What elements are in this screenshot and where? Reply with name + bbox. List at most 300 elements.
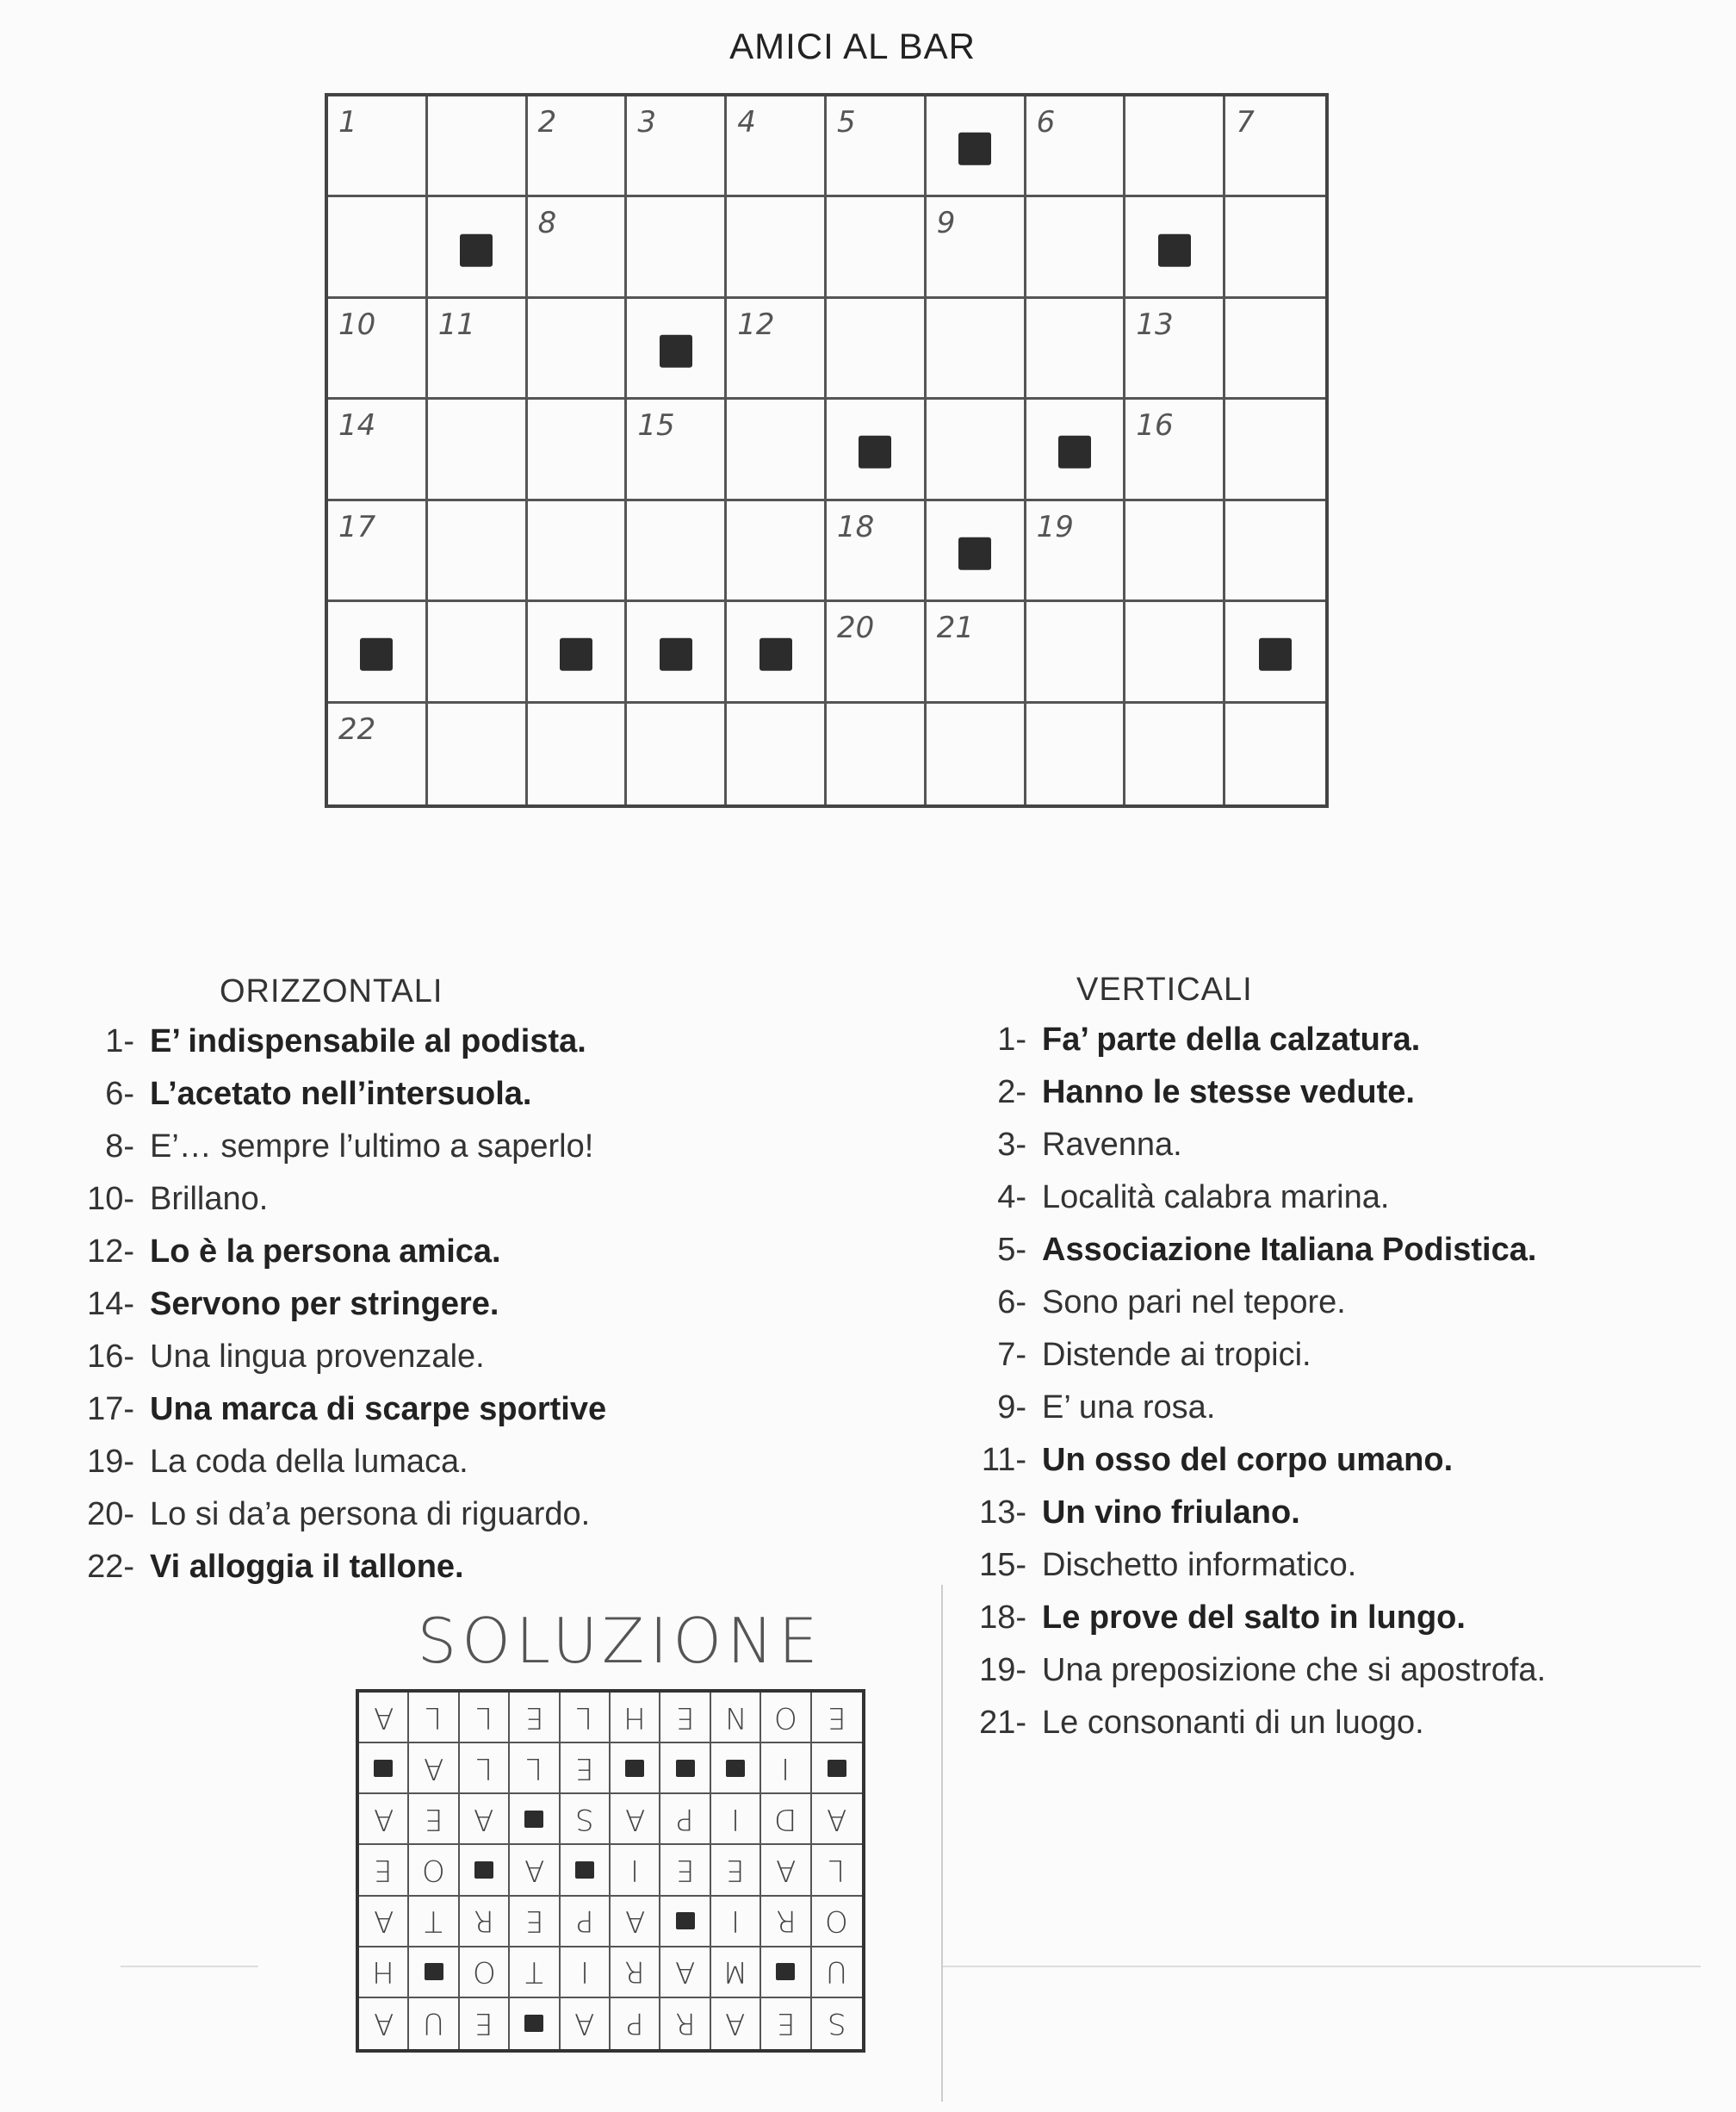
grid-cell[interactable]	[927, 197, 1026, 298]
clue-item	[963, 1022, 1420, 1059]
clue-number: 14	[338, 408, 376, 444]
grid-cell[interactable]	[1125, 96, 1225, 197]
solution-cell	[510, 1794, 560, 1845]
solution-cell	[660, 1897, 710, 1947]
clue-item	[76, 1076, 531, 1113]
black-square	[958, 133, 991, 165]
grid-cell[interactable]	[1026, 197, 1126, 298]
solution-letter: E	[575, 1750, 594, 1786]
clue-item	[963, 1284, 1346, 1321]
grid-cell[interactable]	[727, 197, 827, 298]
solution-cell	[761, 1897, 811, 1947]
grid-cell[interactable]	[528, 704, 628, 804]
solution-cell	[510, 1845, 560, 1896]
solution-cell	[460, 1998, 510, 2049]
solution-letter: A	[373, 1904, 394, 1939]
clue-number: 1-	[105, 1023, 134, 1059]
clue-number: 6-	[105, 1076, 134, 1112]
clue-number: 6	[1036, 105, 1056, 140]
solution-letter: I	[730, 1904, 740, 1939]
clue-item	[963, 1652, 1546, 1689]
solution-letter: S	[575, 1801, 594, 1836]
clue-number: 21-	[979, 1705, 1026, 1741]
clue-text: Una preposizione che si apostrofa.	[1042, 1652, 1547, 1688]
grid-cell[interactable]	[1225, 501, 1325, 602]
grid-cell[interactable]	[627, 197, 727, 298]
solution-cell	[812, 1794, 862, 1845]
grid-cell[interactable]	[1026, 704, 1126, 804]
solution-letter: A	[775, 1852, 797, 1887]
clue-text: E’ una rosa.	[1042, 1389, 1216, 1426]
solution-cell	[660, 1794, 710, 1845]
grid-cell[interactable]	[428, 96, 528, 197]
clue-item	[76, 1339, 485, 1376]
clue-item	[963, 1389, 1215, 1426]
solution-letter: P	[625, 2006, 644, 2041]
grid-cell[interactable]	[727, 96, 827, 197]
solution-letter: R	[674, 2006, 696, 2041]
solution-cell	[761, 1794, 811, 1845]
solution-cell	[660, 1743, 710, 1794]
grid-cell[interactable]	[727, 704, 827, 804]
clue-number: 9-	[997, 1389, 1026, 1426]
solution-letter: E	[524, 1699, 544, 1735]
black-square	[575, 1861, 594, 1879]
solution-cell	[660, 1998, 710, 2049]
black-square	[460, 233, 493, 266]
grid-cell[interactable]	[328, 299, 428, 400]
solution-letter: L	[525, 1750, 542, 1786]
grid-cell[interactable]	[1026, 299, 1126, 400]
clue-number: 7-	[997, 1337, 1026, 1373]
grid-cell[interactable]	[428, 602, 528, 703]
clue-number: 21	[936, 611, 975, 646]
clue-number: 19-	[87, 1444, 134, 1480]
solution-letter: A	[524, 1852, 545, 1887]
grid-cell[interactable]	[927, 299, 1026, 400]
grid-cell[interactable]	[727, 501, 827, 602]
grid-cell-black	[827, 400, 927, 500]
clue-text: Un osso del corpo umano.	[1042, 1442, 1454, 1478]
solution-letter: A	[373, 2006, 394, 2041]
clue-text: Fa’ parte della calzatura.	[1042, 1022, 1421, 1058]
grid-cell-black	[927, 501, 1026, 602]
grid-cell[interactable]	[1026, 501, 1126, 602]
solution-cell	[510, 1897, 560, 1947]
clue-number: 6-	[997, 1284, 1026, 1320]
grid-cell-black	[927, 96, 1026, 197]
clue-item	[76, 1023, 586, 1060]
solution-letter: O	[825, 1904, 849, 1939]
clue-number: 17	[338, 509, 376, 544]
solution-cell	[561, 1693, 611, 1743]
clue-item	[963, 1127, 1182, 1164]
solution-letter: U	[826, 1954, 848, 1990]
black-square	[958, 537, 991, 570]
solution-cell	[409, 1794, 459, 1845]
clue-number: 17-	[87, 1391, 134, 1427]
grid-cell[interactable]	[627, 400, 727, 500]
solution-cell	[561, 1794, 611, 1845]
solution-letter: E	[524, 1904, 544, 1939]
solution-letter: O	[774, 1699, 797, 1735]
grid-cell[interactable]	[528, 299, 628, 400]
solution-letter: I	[730, 1801, 740, 1836]
solution-letter: O	[422, 1852, 445, 1887]
clue-item	[76, 1444, 468, 1481]
black-square	[676, 1760, 695, 1777]
solution-cell	[660, 1845, 710, 1896]
clue-number: 11-	[981, 1442, 1026, 1478]
grid-cell[interactable]	[428, 501, 528, 602]
grid-cell[interactable]	[1026, 96, 1126, 197]
solution-letter: L	[475, 1750, 493, 1786]
solution-letter: T	[425, 1904, 443, 1939]
grid-cell[interactable]	[627, 704, 727, 804]
solution-cell	[711, 1693, 761, 1743]
black-square	[776, 1963, 795, 1980]
black-square	[760, 638, 792, 671]
solution-cell	[510, 1998, 560, 2049]
solution-cell	[611, 1693, 660, 1743]
grid-cell[interactable]	[428, 299, 528, 400]
solution-cell	[510, 1947, 560, 1998]
clue-number: 18	[837, 509, 875, 544]
clue-text: Ravenna.	[1042, 1127, 1182, 1163]
solution-letter: L	[576, 1699, 593, 1735]
solution-cell	[711, 1897, 761, 1947]
crossword-grid	[325, 93, 1329, 808]
clue-number: 19	[1036, 509, 1074, 544]
solution-letter: E	[474, 2006, 493, 2041]
black-square	[524, 1811, 543, 1828]
solution-cell	[711, 1845, 761, 1896]
grid-cell-black	[528, 602, 628, 703]
grid-cell-black	[627, 602, 727, 703]
grid-cell[interactable]	[827, 299, 927, 400]
solution-cell	[409, 1743, 459, 1794]
clue-text: Dischetto informatico.	[1042, 1547, 1357, 1583]
solution-cell	[409, 1845, 459, 1896]
grid-cell[interactable]	[1125, 400, 1225, 500]
solution-cell	[409, 1947, 459, 1998]
solution-letter: I	[630, 1852, 640, 1887]
solution-cell	[561, 1947, 611, 1998]
clue-number: 1	[338, 105, 357, 140]
solution-cell	[359, 1743, 409, 1794]
verticali-heading: VERTICALI	[1076, 972, 1253, 1008]
clue-text: E’… sempre l’ultimo a saperlo!	[150, 1128, 594, 1165]
solution-letter: S	[828, 2006, 846, 2041]
grid-cell[interactable]	[827, 197, 927, 298]
solution-cell	[812, 1947, 862, 1998]
grid-cell[interactable]	[1125, 299, 1225, 400]
solution-letter: E	[726, 1852, 745, 1887]
clue-item	[963, 1074, 1415, 1111]
grid-cell[interactable]	[328, 704, 428, 804]
clue-number: 8-	[105, 1128, 134, 1165]
solution-cell	[460, 1897, 510, 1947]
solution-cell	[460, 1693, 510, 1743]
clue-number: 7	[1236, 105, 1255, 140]
black-square	[474, 1861, 493, 1879]
solution-cell	[359, 1845, 409, 1896]
clue-text: Località calabra marina.	[1042, 1179, 1390, 1215]
solution-title: SOLUZIONE	[417, 1605, 823, 1677]
solution-letter: I	[781, 1750, 790, 1786]
solution-cell	[359, 1998, 409, 2049]
clue-text: Vi alloggia il tallone.	[150, 1549, 464, 1585]
clue-number: 8	[537, 206, 557, 241]
clue-item	[963, 1705, 1424, 1742]
clue-item	[963, 1179, 1389, 1216]
clue-number: 10	[338, 307, 376, 342]
solution-letter: L	[425, 1699, 443, 1735]
clue-number: 11	[437, 307, 476, 342]
grid-cell-black	[328, 602, 428, 703]
divider-line	[121, 1966, 258, 1967]
clue-text: La coda della lumaca.	[150, 1444, 468, 1480]
solution-letter: O	[472, 1954, 496, 1990]
solution-cell	[761, 1693, 811, 1743]
solution-letter: A	[574, 2006, 595, 2041]
clue-number: 22-	[87, 1549, 134, 1585]
solution-letter: R	[775, 1904, 797, 1939]
solution-cell	[812, 1998, 862, 2049]
solution-cell	[611, 1897, 660, 1947]
solution-letter: A	[827, 1801, 847, 1836]
grid-cell[interactable]	[927, 602, 1026, 703]
grid-cell[interactable]	[927, 704, 1026, 804]
grid-cell[interactable]	[1225, 704, 1325, 804]
clue-number: 16-	[87, 1339, 134, 1375]
clue-number: 12	[737, 307, 775, 342]
solution-letter: R	[474, 1904, 494, 1939]
clue-item	[963, 1232, 1536, 1269]
grid-cell[interactable]	[528, 197, 628, 298]
clue-number: 4	[737, 105, 756, 140]
clue-text: Lo si da’a persona di riguardo.	[150, 1496, 591, 1532]
divider-line	[943, 1966, 1701, 1967]
grid-cell[interactable]	[1225, 299, 1325, 400]
solution-letter: A	[624, 1904, 645, 1939]
black-square	[859, 436, 891, 469]
clue-text: L’acetato nell’intersuola.	[150, 1076, 532, 1112]
clue-number: 13-	[979, 1494, 1026, 1531]
solution-cell	[611, 1845, 660, 1896]
solution-cell	[460, 1743, 510, 1794]
grid-cell[interactable]	[1026, 602, 1126, 703]
grid-cell-black	[1026, 400, 1126, 500]
clue-text: Un vino friulano.	[1042, 1494, 1300, 1531]
solution-cell	[761, 1743, 811, 1794]
grid-cell[interactable]	[827, 704, 927, 804]
grid-cell[interactable]	[1125, 704, 1225, 804]
solution-cell	[359, 1897, 409, 1947]
solution-letter: E	[374, 1852, 393, 1887]
solution-letter: E	[776, 2006, 796, 2041]
solution-letter: E	[675, 1699, 695, 1735]
clue-item	[76, 1391, 606, 1428]
solution-cell	[812, 1845, 862, 1896]
black-square	[1058, 436, 1091, 469]
grid-cell[interactable]	[528, 501, 628, 602]
clue-item	[963, 1494, 1300, 1531]
solution-letter: L	[475, 1699, 493, 1735]
black-square	[360, 638, 393, 671]
grid-cell-black	[727, 602, 827, 703]
black-square	[660, 638, 692, 671]
clue-text: Brillano.	[150, 1181, 269, 1217]
grid-cell-black	[1125, 197, 1225, 298]
solution-letter: E	[675, 1852, 695, 1887]
solution-cell	[561, 1897, 611, 1947]
clue-number: 15-	[979, 1547, 1026, 1583]
solution-letter: U	[423, 2006, 445, 2041]
black-square	[524, 2015, 543, 2032]
clue-text: Hanno le stesse vedute.	[1042, 1074, 1415, 1110]
clue-item	[963, 1442, 1453, 1479]
clue-number: 19-	[979, 1652, 1026, 1688]
solution-cell	[409, 1897, 459, 1947]
grid-cell[interactable]	[627, 96, 727, 197]
clue-text: Servono per stringere.	[150, 1286, 499, 1322]
solution-cell	[359, 1947, 409, 1998]
clue-number: 4-	[997, 1179, 1026, 1215]
solution-cell	[409, 1998, 459, 2049]
solution-cell	[761, 1845, 811, 1896]
solution-letter: D	[774, 1801, 797, 1836]
black-square	[1158, 233, 1191, 266]
solution-grid	[356, 1689, 865, 2053]
black-square	[676, 1912, 695, 1929]
clue-number: 15	[637, 408, 675, 444]
solution-letter: A	[373, 1801, 394, 1836]
solution-letter: A	[474, 1801, 494, 1836]
solution-letter: R	[624, 1954, 645, 1990]
clue-item	[76, 1181, 268, 1218]
clue-number: 5	[837, 105, 856, 140]
clue-item	[76, 1496, 590, 1533]
black-square	[425, 1963, 443, 1980]
black-square	[625, 1760, 644, 1777]
grid-cell[interactable]	[1225, 400, 1325, 500]
solution-letter: I	[580, 1954, 589, 1990]
clue-item	[963, 1337, 1311, 1374]
solution-cell	[611, 1998, 660, 2049]
grid-cell[interactable]	[827, 501, 927, 602]
solution-letter: A	[624, 1801, 645, 1836]
black-square	[1259, 638, 1292, 671]
orizzontali-heading: ORIZZONTALI	[220, 973, 443, 1009]
black-square	[560, 638, 592, 671]
solution-cell	[812, 1743, 862, 1794]
clue-item	[963, 1600, 1466, 1637]
grid-cell-black	[1225, 602, 1325, 703]
grid-cell[interactable]	[1225, 197, 1325, 298]
solution-cell	[660, 1693, 710, 1743]
solution-letter: A	[373, 1699, 394, 1735]
clue-number: 9	[936, 206, 956, 241]
grid-cell-black	[428, 197, 528, 298]
solution-letter: H	[623, 1699, 646, 1735]
solution-letter: E	[424, 1801, 443, 1836]
solution-letter: L	[828, 1852, 846, 1887]
black-square	[374, 1760, 393, 1777]
solution-cell	[660, 1947, 710, 1998]
grid-cell[interactable]	[727, 400, 827, 500]
solution-letter: A	[674, 1954, 696, 1990]
clue-number: 1-	[997, 1022, 1026, 1058]
solution-cell	[711, 1794, 761, 1845]
solution-letter: M	[722, 1954, 748, 1990]
clue-text: Distende ai tropici.	[1042, 1337, 1311, 1373]
grid-cell[interactable]	[1125, 602, 1225, 703]
solution-letter: A	[725, 2006, 746, 2041]
clue-item	[76, 1286, 499, 1323]
clue-number: 10-	[87, 1181, 134, 1217]
clue-text: Le prove del salto in lungo.	[1042, 1600, 1466, 1636]
grid-cell[interactable]	[1125, 501, 1225, 602]
solution-cell	[711, 1947, 761, 1998]
solution-cell	[761, 1947, 811, 1998]
solution-letter: H	[372, 1954, 394, 1990]
clue-text: Sono pari nel tepore.	[1042, 1284, 1346, 1320]
solution-letter: A	[423, 1750, 444, 1786]
solution-cell	[460, 1947, 510, 1998]
solution-cell	[611, 1743, 660, 1794]
grid-cell[interactable]	[1225, 96, 1325, 197]
grid-cell[interactable]	[927, 400, 1026, 500]
grid-cell[interactable]	[827, 96, 927, 197]
solution-cell	[812, 1693, 862, 1743]
grid-cell[interactable]	[328, 197, 428, 298]
solution-cell	[561, 1845, 611, 1896]
black-square	[660, 335, 692, 368]
solution-cell	[359, 1794, 409, 1845]
solution-letter: P	[575, 1904, 594, 1939]
grid-cell[interactable]	[428, 704, 528, 804]
clue-item	[963, 1547, 1356, 1584]
grid-cell[interactable]	[827, 602, 927, 703]
clue-number: 5-	[997, 1232, 1026, 1268]
clue-text: Associazione Italiana Podistica.	[1042, 1232, 1537, 1268]
clue-number: 20-	[87, 1496, 134, 1532]
solution-cell	[711, 1743, 761, 1794]
solution-cell	[611, 1947, 660, 1998]
solution-cell	[460, 1794, 510, 1845]
clue-item	[76, 1128, 593, 1165]
solution-cell	[460, 1845, 510, 1896]
clue-item	[76, 1549, 464, 1586]
grid-cell[interactable]	[528, 96, 628, 197]
clue-text: Lo è la persona amica.	[150, 1233, 501, 1270]
solution-cell	[561, 1743, 611, 1794]
solution-cell	[611, 1794, 660, 1845]
grid-cell[interactable]	[627, 501, 727, 602]
grid-cell[interactable]	[328, 400, 428, 500]
grid-cell[interactable]	[328, 96, 428, 197]
black-square	[726, 1760, 745, 1777]
grid-cell[interactable]	[428, 400, 528, 500]
clue-number: 13	[1136, 307, 1174, 342]
solution-letter: T	[525, 1954, 543, 1990]
grid-cell[interactable]	[528, 400, 628, 500]
grid-cell[interactable]	[727, 299, 827, 400]
clue-text: Una marca di scarpe sportive	[150, 1391, 607, 1427]
grid-cell[interactable]	[328, 501, 428, 602]
page-title: AMICI AL BAR	[729, 26, 976, 66]
